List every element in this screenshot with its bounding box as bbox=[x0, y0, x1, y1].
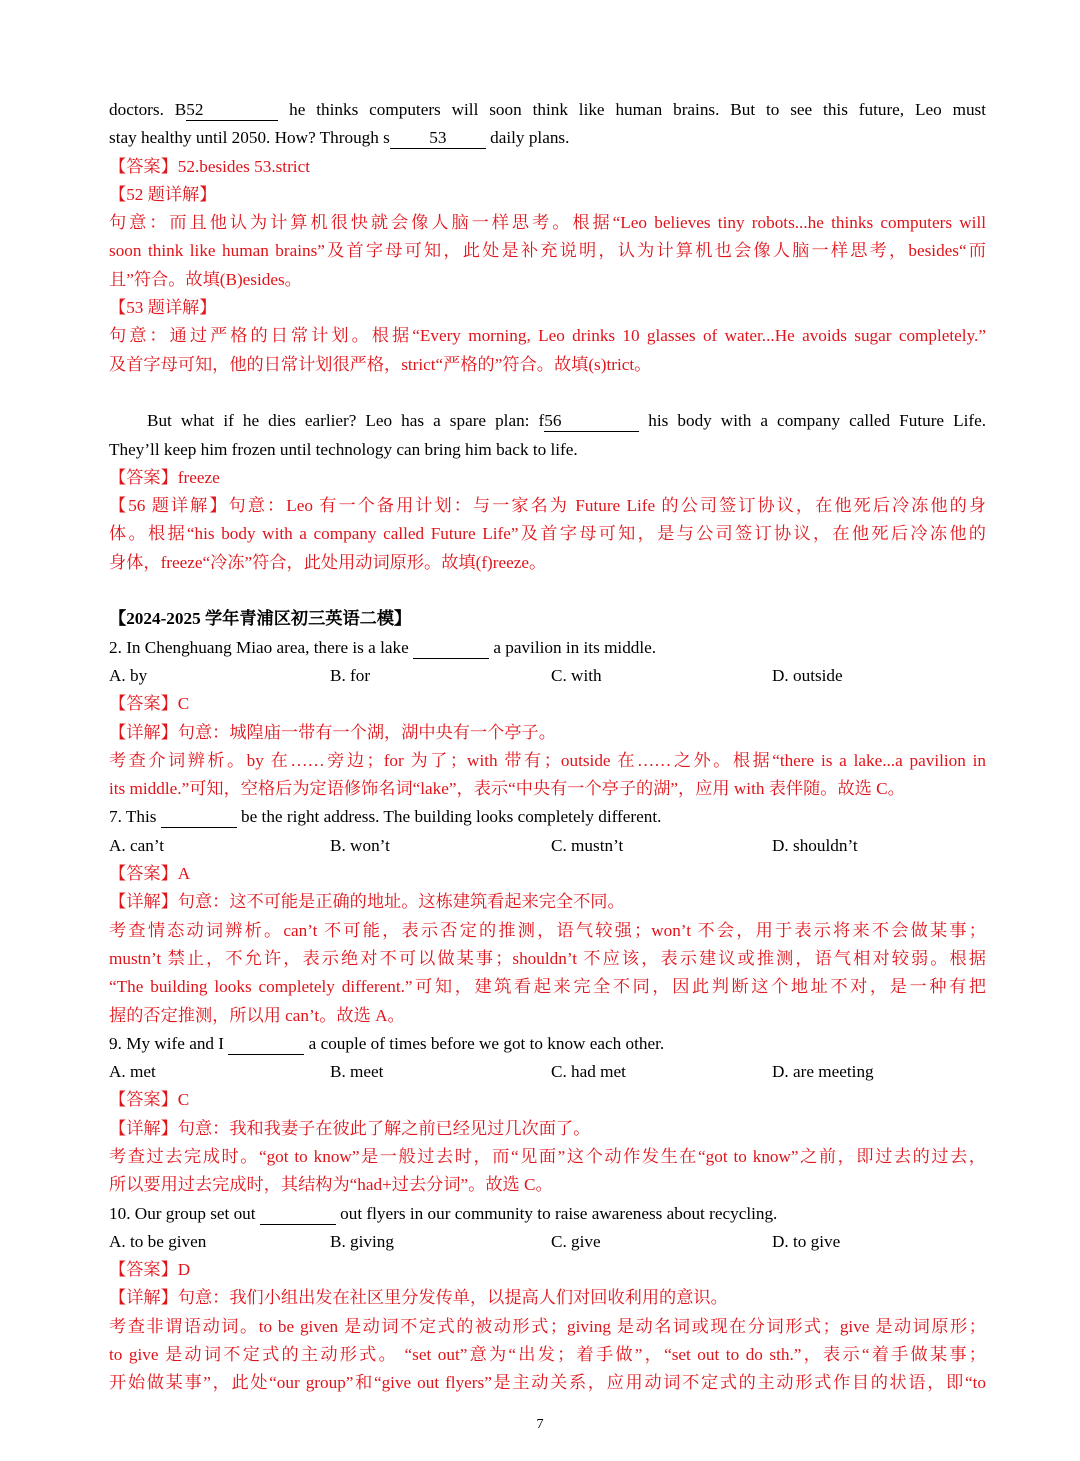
option: C. give bbox=[551, 1231, 601, 1251]
option: C. with bbox=[551, 665, 602, 685]
answer-label: 【答案】C bbox=[109, 694, 190, 714]
question-stem: 9. My wife and I a couple of times before we got to know each other. bbox=[109, 1033, 665, 1053]
document-page bbox=[109, 96, 986, 1398]
answer-label: 【答案】52.besides 53.strict bbox=[109, 156, 310, 176]
fill-blank: 52 bbox=[186, 100, 278, 121]
option: B. giving bbox=[330, 1231, 394, 1251]
option: D. shouldn’t bbox=[772, 835, 858, 855]
page-number: 7 bbox=[536, 1417, 544, 1432]
question-stem: 7. This be the right address. The building looks completely different. bbox=[109, 807, 662, 827]
option: A. by bbox=[109, 665, 148, 685]
option: C. mustn’t bbox=[551, 835, 624, 855]
option: B. for bbox=[330, 665, 371, 685]
explanation-heading: 【53 题详解】 bbox=[109, 298, 217, 318]
explanation-line: “The building looks completely different.”可知，建筑看起来完全不同，因此判断这个地址不对，是一种有把 bbox=[109, 977, 986, 997]
answer-label: 【答案】C bbox=[109, 1090, 190, 1110]
option: D. outside bbox=[772, 665, 843, 685]
fill-blank bbox=[228, 1034, 304, 1055]
passage-line: stay healthy until 2050. How? Through s 53 daily plans. bbox=[109, 128, 570, 148]
section-title: 【2024-2025 学年青浦区初三英语二模】 bbox=[109, 609, 412, 629]
passage-line: They’ll keep him frozen until technology can bring him back to life. bbox=[109, 439, 578, 459]
answer-label: 【答案】freeze bbox=[109, 467, 220, 487]
answer-label: 【答案】D bbox=[109, 1260, 191, 1280]
explanation-line: 且”符合。故填(B)esides。 bbox=[109, 269, 302, 289]
detail-line: 【详解】句意：这不可能是正确的地址。这栋建筑看起来完全不同。 bbox=[109, 892, 625, 912]
explanation-line: 及首字母可知，他的日常计划很严格，strict“严格的”符合。故填(s)trict。 bbox=[109, 354, 652, 374]
explanation-line: 句意：通过严格的日常计划。根据“Every morning, Leo drinks 10 glasses of water...He avoids sugar completely.” bbox=[109, 326, 986, 346]
option: D. to give bbox=[772, 1231, 841, 1251]
option: A. to be given bbox=[109, 1231, 207, 1251]
answer-label: 【答案】A bbox=[109, 864, 191, 884]
option: B. meet bbox=[330, 1062, 384, 1082]
option: C. had met bbox=[551, 1062, 626, 1082]
question-stem: 10. Our group set out out flyers in our community to raise awareness about recycling. bbox=[109, 1203, 778, 1223]
explanation-line: its middle.”可知，空格后为定语修饰名词“lake”，表示“中央有一个亭子的湖”，应用 with 表伴随。故选 C。 bbox=[109, 779, 905, 799]
question-options bbox=[109, 832, 986, 860]
option: A. met bbox=[109, 1062, 156, 1082]
fill-blank: 53 bbox=[390, 128, 486, 149]
fill-blank bbox=[413, 638, 489, 659]
option: B. won’t bbox=[330, 835, 390, 855]
explanation-line: 考查介词辨析。by 在……旁边；for 为了；with 带有；outside 在……之外。根据“there is a lake...a pavilion in bbox=[109, 750, 986, 770]
explanation-line: mustn’t 禁止，不允许，表示绝对不可以做某事；shouldn’t 不应该，表示建议或推测，语气相对较弱。根据 bbox=[109, 948, 986, 968]
question-options bbox=[109, 1228, 986, 1256]
explanation-line: 【56 题详解】句意：Leo 有一个备用计划：与一家名为 Future Life 的公司签订协议，在他死后冷冻他的身 bbox=[109, 496, 986, 516]
explanation-line: 身体，freeze“冷冻”符合，此处用动词原形。故填(f)reeze。 bbox=[109, 552, 547, 572]
explanation-line: 握的否定推测，所以用 can’t。故选 A。 bbox=[109, 1005, 405, 1025]
question-options bbox=[109, 1058, 986, 1086]
passage-line: But what if he dies earlier? Leo has a spare plan: f56 his body with a company called Future Life. bbox=[147, 411, 987, 431]
explanation-line: 体。根据“his body with a company called Future Life”及首字母可知，是与公司签订协议，在他死后冷冻他的 bbox=[109, 524, 986, 544]
passage-line: doctors. B52 he thinks computers will soon think like human brains. But to see this future, Leo must bbox=[109, 100, 987, 119]
option: D. are meeting bbox=[772, 1062, 874, 1082]
detail-line: 【详解】句意：城隍庙一带有一个湖，湖中央有一个亭子。 bbox=[109, 722, 556, 742]
explanation-line: to give 是动词不定式的主动形式。 “set out”意为“出发；着手做”，“set out to do sth.”，表示“着手做某事； bbox=[109, 1345, 986, 1365]
fill-blank bbox=[260, 1204, 336, 1225]
question-stem: 2. In Chenghuang Miao area, there is a lake a pavilion in its middle. bbox=[109, 637, 657, 657]
detail-line: 【详解】句意：我们小组出发在社区里分发传单，以提高人们对回收利用的意识。 bbox=[109, 1288, 728, 1308]
question-options bbox=[109, 662, 986, 690]
detail-line: 【详解】句意：我和我妻子在彼此了解之前已经见过几次面了。 bbox=[109, 1118, 591, 1138]
explanation-line: 所以要用过去完成时，其结构为“had+过去分词”。故选 C。 bbox=[109, 1175, 553, 1195]
explanation-line: 句意：而且他认为计算机很快就会像人脑一样思考。根据“Leo believes tiny robots...he thinks computers will bbox=[109, 213, 986, 233]
explanation-line: 开始做某事”，此处“our group”和“give out flyers”是主动关系，应用动词不定式的主动形式作目的状语，即“to bbox=[109, 1373, 986, 1393]
option: A. can’t bbox=[109, 835, 165, 855]
fill-blank: 56 bbox=[544, 411, 639, 432]
explanation-line: 考查情态动词辨析。can’t 不可能，表示否定的推测，语气较强；won’t 不会，用于表示将来不会做某事； bbox=[109, 920, 986, 940]
explanation-heading: 【52 题详解】 bbox=[109, 184, 217, 204]
explanation-line: 考查非谓语动词。to be given 是动词不定式的被动形式；giving 是动名词或现在分词形式；give 是动词原形； bbox=[109, 1316, 986, 1336]
fill-blank bbox=[161, 807, 237, 828]
explanation-line: 考查过去完成时。“got to know”是一般过去时，而“见面”这个动作发生在“got to know”之前，即过去的过去， bbox=[109, 1146, 986, 1166]
explanation-line: soon think like human brains”及首字母可知，此处是补充说明，认为计算机也会像人脑一样思考，besides“而 bbox=[109, 241, 986, 261]
